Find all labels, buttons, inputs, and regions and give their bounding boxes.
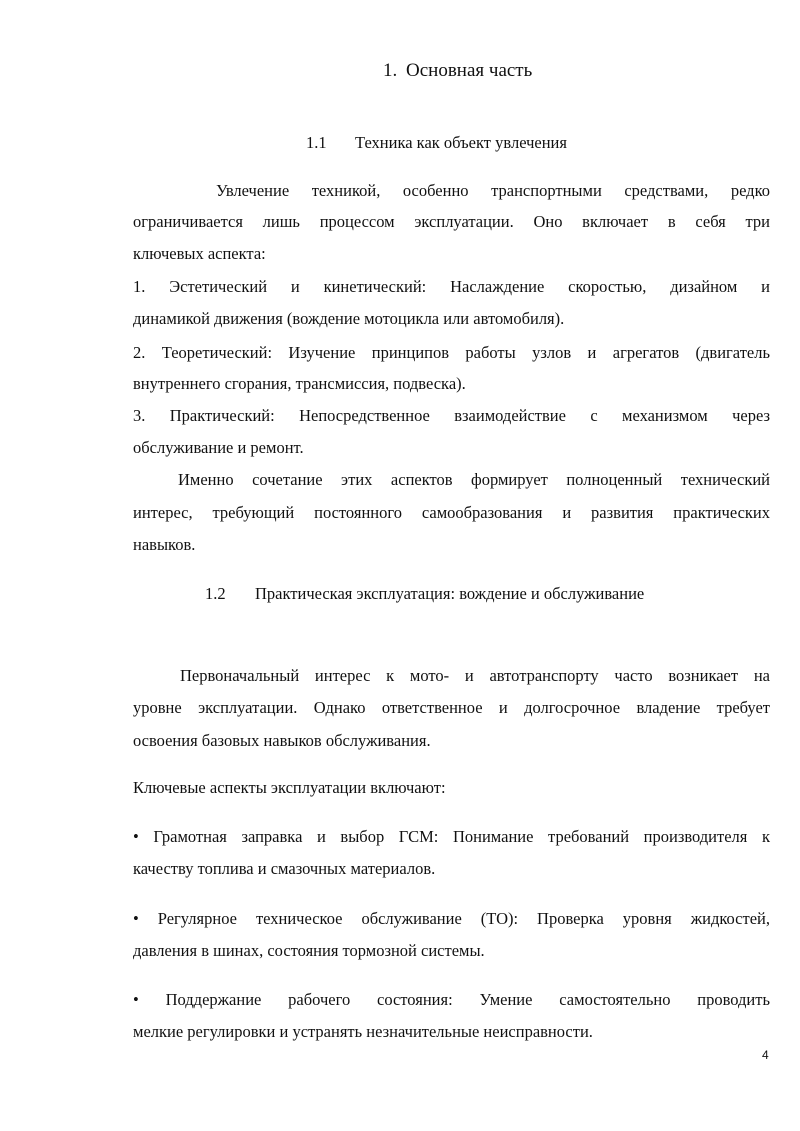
- chapter-number: 1.: [383, 60, 398, 81]
- list-item-line: обслуживание и ремонт.: [133, 438, 304, 457]
- paragraph-line: интерес, требующий постоянного самообразования и развития практических: [133, 503, 770, 522]
- list-item-line: внутреннего сгорания, трансмиссия, подвеска).: [133, 374, 466, 393]
- paragraph-line: Первоначальный интерес к мото- и автотранспорту часто возникает на: [180, 666, 770, 685]
- bullet-item-line: • Поддержание рабочего состояния: Умение самостоятельно проводить: [133, 990, 770, 1009]
- paragraph-line: уровне эксплуатации. Однако ответственное и долгосрочное владение требует: [133, 698, 770, 717]
- section-number-1-2: 1.2: [205, 584, 226, 603]
- list-item-line: 1. Эстетический и кинетический: Наслаждение скоростью, дизайном и: [133, 277, 770, 296]
- paragraph-line: навыков.: [133, 535, 196, 554]
- bullet-item-line: качеству топлива и смазочных материалов.: [133, 859, 436, 878]
- list-item-line: динамикой движения (вождение мотоцикла или автомобиля).: [133, 309, 565, 328]
- section-number-1-1: 1.1: [306, 133, 327, 152]
- paragraph-line: освоения базовых навыков обслуживания.: [133, 731, 431, 750]
- paragraph-line: ограничивается лишь процессом эксплуатации. Оно включает в себя три: [133, 212, 770, 231]
- list-item-line: 3. Практический: Непосредственное взаимодействие с механизмом через: [133, 406, 770, 425]
- bullet-item-line: давления в шинах, состояния тормозной системы.: [133, 941, 485, 960]
- chapter-title: Основная часть: [406, 60, 533, 81]
- paragraph-line: Именно сочетание этих аспектов формирует полноценный технический: [178, 470, 770, 489]
- bullet-item-line: мелкие регулировки и устранять незначительные неисправности.: [133, 1022, 593, 1041]
- section-title-1-1: Техника как объект увлечения: [355, 133, 567, 152]
- bullet-item-line: • Регулярное техническое обслуживание (ТО): Проверка уровня жидкостей,: [133, 909, 770, 928]
- list-item-line: 2. Теоретический: Изучение принципов работы узлов и агрегатов (двигатель: [133, 343, 770, 362]
- section-title-1-2: Практическая эксплуатация: вождение и обслуживание: [255, 584, 645, 603]
- paragraph-line: Увлечение техникой, особенно транспортными средствами, редко: [216, 181, 770, 200]
- bullet-item-line: • Грамотная заправка и выбор ГСМ: Понимание требований производителя к: [133, 827, 770, 846]
- paragraph-line: ключевых аспекта:: [133, 244, 266, 263]
- paragraph-line: Ключевые аспекты эксплуатации включают:: [133, 778, 446, 797]
- page-number: 4: [762, 1048, 769, 1062]
